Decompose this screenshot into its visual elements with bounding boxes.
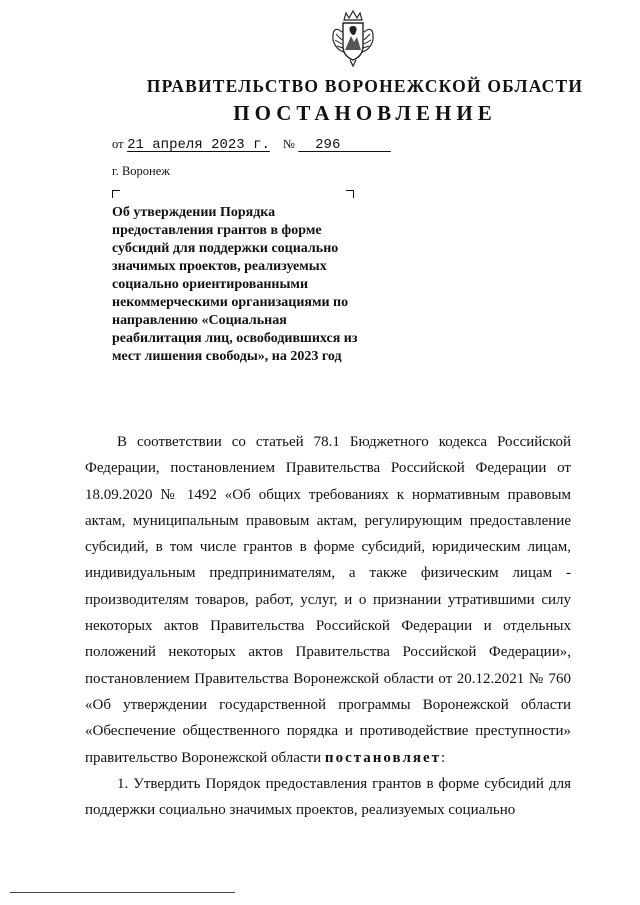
paragraph: В соответствии со статьей 78.1 Бюджетного кодекса Российской Федерации, постановлением Правительства Российской Федерации от 18.09.2020 № 1492 «Об общих требованиях к нормативным правовым актам, муниципальным правовым актам, регулирующим предоставление субсидий, в том числе грантов в форме субсидий, юридическим лицам, индивидуальным предпринимателям, а также физическим лицам - производителям товаров, работ, услуг, и о признании утратившими силу некоторых актов Правительства Российской Федерации и отдельных положений некоторых актов Правительства Российской Федерации», постановлением Правительства Воронежской области от 20.12.2021 № 760 «Об утверждении государственной программы Воронежской области «Обеспечение общественного порядка и противодействие преступности» правительство Воронежской области постановляет: bbox=[85, 434, 571, 766]
resolution-word: постановляет bbox=[324, 749, 442, 766]
date-prefix: от bbox=[112, 137, 124, 151]
subject-bracket-left bbox=[112, 190, 120, 198]
paragraph: 1. Утвердить Порядок предоставления грантов в форме субсидий для поддержки социально значимых проектов, реализуемых социально bbox=[85, 775, 571, 819]
organization-title: ПРАВИТЕЛЬСТВО ВОРОНЕЖСКОЙ ОБЛАСТИ bbox=[146, 76, 584, 96]
document-subject: Об утверждении Порядка предоставления грантов в форме субсидий для поддержки социально значимых проектов, реализуемых социально ориентированными некоммерческими организациями по направлению «Социальная реабилитация лиц, освободившихся из мест лишения свободы», на 2023 год bbox=[112, 205, 358, 364]
document-body bbox=[85, 429, 571, 823]
coat-of-arms-icon bbox=[330, 10, 376, 68]
document-date: 21 апреля 2023 г. bbox=[127, 137, 270, 153]
city: г. Воронеж bbox=[112, 164, 170, 178]
page-footer-line bbox=[10, 892, 235, 893]
number-prefix: № bbox=[282, 137, 295, 151]
subject-bracket-right bbox=[346, 190, 354, 198]
document-number: 296 bbox=[315, 137, 341, 153]
date-number-line bbox=[112, 137, 391, 153]
document-type: ПОСТАНОВЛЕНИЕ bbox=[233, 101, 497, 125]
